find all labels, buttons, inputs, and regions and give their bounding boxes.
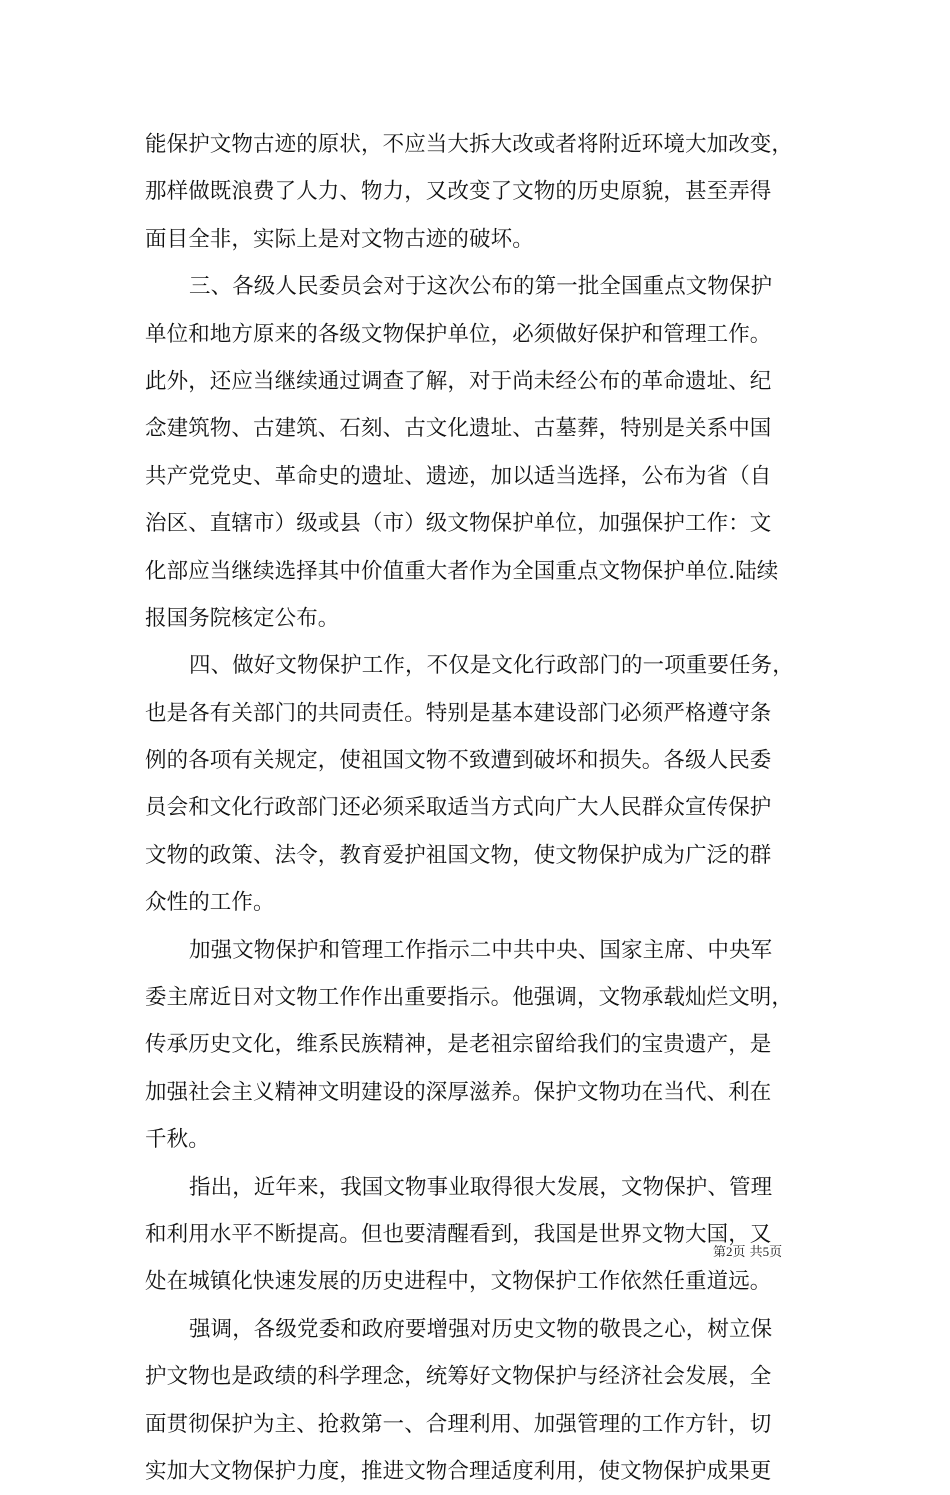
text-line: 念建筑物、古建筑、石刻、古文化遗址、古墓葬，特别是关系中国 (145, 416, 772, 442)
text-line: 处在城镇化快速发展的历史进程中，文物保护工作依然任重道远。 (145, 1269, 772, 1295)
footer-middle: 页 共 (732, 1245, 763, 1260)
text-line: 传承历史文化，维系民族精神，是老祖宗留给我们的宝贵遗产，是 (145, 1032, 772, 1058)
text-line: 治区、直辖市）级或县（市）级文物保护单位，加强保护工作：文 (145, 511, 772, 537)
text-line: 共产党党史、革命史的遗址、遗迹，加以适当选择，公布为省（自 (145, 463, 772, 489)
text-line: 护文物也是政绩的科学理念，统筹好文物保护与经济社会发展，全 (145, 1364, 772, 1390)
text-line: 化部应当继续选择其中价值重大者作为全国重点文物保护单位.陆续 (145, 558, 779, 584)
text-line: 四、做好文物保护工作，不仅是文化行政部门的一项重要任务， (189, 653, 794, 679)
page-footer (713, 1243, 782, 1262)
text-line: 那样做既浪费了人力、物力，又改变了文物的历史原貌，甚至弄得 (145, 179, 772, 205)
text-line: 加强社会主义精神文明建设的深厚滋养。保护文物功在当代、利在 (145, 1079, 772, 1105)
body-text (145, 121, 810, 1495)
text-line: 员会和文化行政部门还必须采取适当方式向广大人民群众宣传保护 (145, 795, 772, 821)
text-line: 千秋。 (145, 1127, 210, 1153)
text-line: 众性的工作。 (145, 890, 275, 916)
text-line: 三、各级人民委员会对于这次公布的第一批全国重点文物保护 (189, 274, 773, 300)
text-line: 此外，还应当继续通过调查了解，对于尚未经公布的革命遗址、纪 (145, 368, 772, 394)
footer-total-pages: 5 (762, 1244, 770, 1259)
text-line: 加强文物保护和管理工作指示二中共中央、国家主席、中央军 (189, 937, 773, 963)
text-line: 文物的政策、法令，教育爱护祖国文物，使文物保护成为广泛的群 (145, 842, 772, 868)
text-line: 强调，各级党委和政府要增强对历史文物的敬畏之心，树立保 (189, 1316, 773, 1342)
footer-prefix: 第 (713, 1245, 727, 1260)
footer-suffix: 页 (769, 1245, 783, 1260)
text-line: 和利用水平不断提高。但也要清醒看到，我国是世界文物大国，又 (145, 1221, 772, 1247)
text-line: 报国务院核定公布。 (145, 605, 340, 631)
text-line: 委主席近日对文物工作作出重要指示。他强调，文物承载灿烂文明， (145, 985, 794, 1011)
text-line: 实加大文物保护力度，推进文物合理适度利用，使文物保护成果更 (145, 1458, 772, 1484)
footer-current-page: 2 (726, 1244, 733, 1259)
text-line: 例的各项有关规定，使祖国文物不致遭到破坏和损失。各级人民委 (145, 748, 772, 774)
text-line: 也是各有关部门的共同责任。特别是基本建设部门必须严格遵守条 (145, 700, 772, 726)
text-line: 单位和地方原来的各级文物保护单位，必须做好保护和管理工作。 (145, 321, 772, 347)
text-line: 面目全非，实际上是对文物古迹的破坏。 (145, 226, 534, 252)
text-line: 指出，近年来，我国文物事业取得很大发展，文物保护、管理 (189, 1174, 773, 1200)
text-line: 能保护文物古迹的原状，不应当大拆大改或者将附近环境大加改变， (145, 132, 794, 157)
text-line: 面贯彻保护为主、抢救第一、合理利用、加强管理的工作方针，切 (145, 1411, 772, 1437)
